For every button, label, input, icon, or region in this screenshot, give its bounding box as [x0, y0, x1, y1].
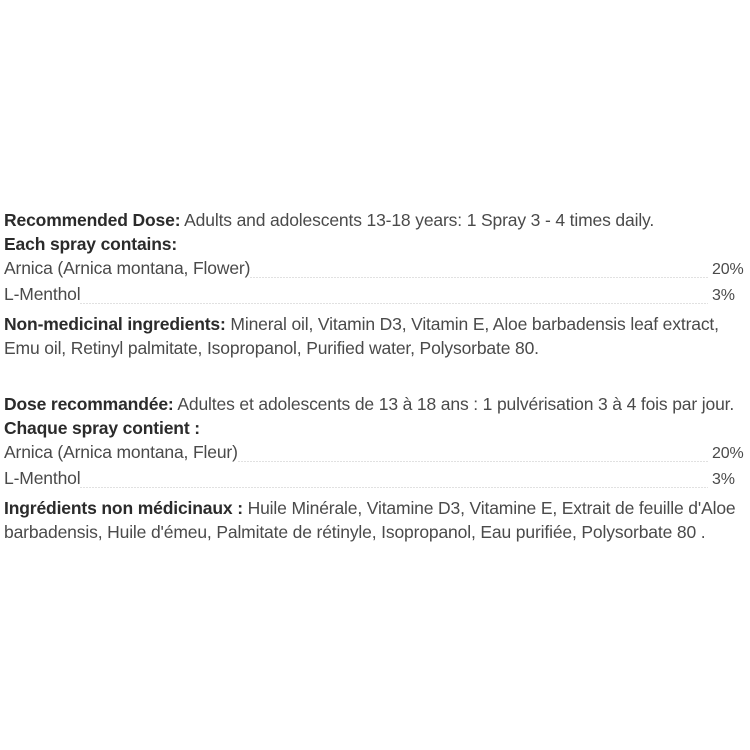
fr-recommended-dose-line	[4, 392, 748, 416]
fr-ingredient-amount: 3%	[712, 471, 735, 488]
fr-recommended-dose-text: Adultes et adolescents de 13 à 18 ans : 1 pulvérisation 3 à 4 fois par jour.	[173, 394, 735, 414]
en-ingredient-row-arnica	[4, 256, 748, 282]
dot-leader	[250, 277, 708, 278]
en-recommended-dose-text: Adults and adolescents 13-18 years: 1 Spray 3 - 4 times daily.	[180, 210, 655, 230]
fr-non-medicinal-label: Ingrédients non médicinaux :	[4, 498, 243, 518]
fr-non-medicinal-text: Huile Minérale, Vitamine D3, Vitamine E, Extrait de feuille d'Aloe barbadensis, Huile d'émeu, Palmitate de rétinyle, Isopropanol, Eau purifiée, Polysorbate 80 .	[4, 498, 736, 542]
en-recommended-dose-label: Recommended Dose:	[4, 210, 181, 230]
en-non-medicinal-block	[4, 312, 748, 360]
en-ingredient-name: Arnica (Arnica montana, Flower)	[4, 258, 251, 278]
dot-leader	[238, 461, 708, 462]
english-section	[4, 208, 748, 360]
fr-ingredient-row-menthol	[4, 466, 748, 492]
fr-ingredient-row-arnica	[4, 440, 748, 466]
fr-each-spray-contains-heading: Chaque spray contient :	[4, 418, 200, 438]
french-section	[4, 392, 748, 544]
en-non-medicinal-line	[4, 312, 748, 360]
fr-ingredient-amount: 20%	[712, 445, 744, 462]
fr-ingredient-name: L-Menthol	[4, 468, 81, 488]
en-recommended-dose-line	[4, 208, 748, 232]
en-each-spray-contains-heading: Each spray contains:	[4, 234, 178, 254]
dot-leader	[80, 487, 708, 488]
fr-ingredient-name: Arnica (Arnica montana, Fleur)	[4, 442, 238, 462]
en-non-medicinal-label: Non-medicinal ingredients:	[4, 314, 226, 334]
dot-leader	[80, 303, 708, 304]
fr-non-medicinal-line	[4, 496, 748, 544]
en-ingredient-amount: 3%	[712, 287, 735, 304]
fr-non-medicinal-block	[4, 496, 748, 544]
fr-recommended-dose-label: Dose recommandée:	[4, 394, 174, 414]
en-non-medicinal-text: Mineral oil, Vitamin D3, Vitamin E, Aloe barbadensis leaf extract, Emu oil, Retinyl palmitate, Isopropanol, Purified water, Polysorbate 80.	[4, 314, 719, 358]
en-ingredient-amount: 20%	[712, 261, 744, 278]
en-ingredient-row-menthol	[4, 282, 748, 308]
en-ingredient-name: L-Menthol	[4, 284, 81, 304]
